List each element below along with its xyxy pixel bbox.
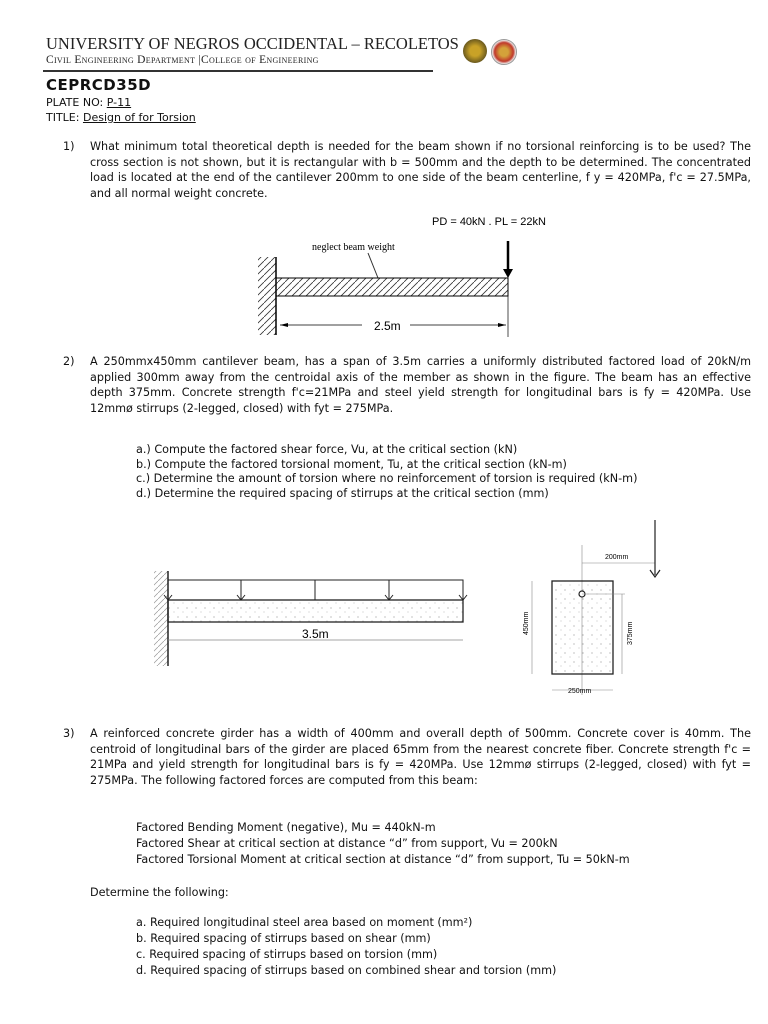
problem-number: 1): [63, 140, 75, 153]
problem-1: [63, 139, 751, 201]
college-seal-logo: [491, 39, 517, 65]
depth-label: 375mm: [627, 621, 634, 645]
problem-text: A reinforced concrete girder has a width of 400mm and overall depth of 500mm. Concrete cover is 40mm. The centroid of longitudinal bars of the girder are placed 65mm from the nearest concrete fiber. Concrete strength f'c = 21MPa and yield strength for longitudinal bars is fy = 420MPa. Use 12mmø stirrups (2-legged, closed) with fyt = 275MPa. The following factored forces are computed from this beam:: [90, 727, 751, 787]
question-d: d. Required spacing of stirrups based on combined shear and torsion (mm): [136, 964, 557, 977]
beam: [168, 600, 463, 622]
span-label: 2.5m: [374, 319, 401, 333]
letterhead: [46, 35, 517, 67]
header-divider: [43, 70, 433, 72]
course-code: CEPRCD35D: [46, 76, 152, 94]
note-leader: [368, 253, 378, 278]
plate-label: PLATE NO:: [46, 96, 104, 109]
problem-text: What minimum total theoretical depth is needed for the beam shown if no torsional reinforcing is to be used? The cross section is not shown, but it is rectangular with b = 500mm and the depth to be determined. The concentrated load is located at the end of the cantilever 200mm to one side of the beam centerline, f y = 420MPa, f'c = 27.5MPa, and all normal weight concrete.: [90, 140, 751, 200]
title-value: Design of for Torsion: [82, 111, 196, 124]
plate-title: [46, 111, 196, 124]
cantilever-figure-1: [250, 205, 570, 340]
university-seal-logo: [463, 39, 487, 63]
beam: [276, 278, 508, 296]
cantilever-figure-2: [140, 515, 720, 710]
height-label: 450mm: [523, 611, 530, 635]
question-d: d.) Determine the required spacing of stirrups at the critical section (mm): [136, 486, 549, 500]
question-b: b.) Compute the factored torsional moment, Tu, at the critical section (kN-m): [136, 457, 567, 471]
arrow-head: [503, 269, 513, 278]
problem-2-questions: [136, 443, 637, 501]
university-name: UNIVERSITY OF NEGROS OCCIDENTAL – RECOLETOS: [46, 34, 459, 53]
problem-2: [63, 354, 751, 416]
problem-number: 2): [63, 355, 75, 368]
load-label: PD = 40kN . PL = 22kN: [432, 216, 546, 228]
question-a: a.) Compute the factored shear force, Vu, at the critical section (kN): [136, 443, 518, 456]
factored-forces: [136, 820, 630, 868]
force-torsion: Factored Torsional Moment at critical section at distance “d” from support, Tu = 50kN-m: [136, 853, 630, 866]
support-hatch: [154, 571, 168, 666]
question-c: c.) Determine the amount of torsion where no reinforcement of torsion is required (kN-m): [136, 472, 638, 485]
note-label: neglect beam weight: [312, 242, 395, 253]
problem-number: 3): [63, 727, 75, 740]
force-shear: Factored Shear at critical section at distance “d” from support, Vu = 200kN: [136, 837, 558, 850]
question-a: a. Required longitudinal steel area based on moment (mm²): [136, 916, 473, 929]
letterhead-text: [46, 35, 459, 67]
department-name: Civil Engineering Department |College of Engineering: [46, 54, 319, 66]
span-label: 3.5m: [302, 627, 329, 641]
title-label: TITLE:: [46, 111, 80, 124]
problem-text: A 250mmx450mm cantilever beam, has a span of 3.5m carries a uniformly distributed factored load of 20kN/m applied 300mm away from the centroidal axis of the member as shown in the figure. The beam has an effective depth 375mm. Concrete strength f'c=21MPa and steel yield strength for longitudinal bars is fy = 420MPa. Use 12mmø stirrups (2-legged, closed) with fyt = 275MPa.: [90, 355, 751, 415]
plate-number: [46, 96, 131, 109]
force-moment: Factored Bending Moment (negative), Mu = 440kN-m: [136, 821, 436, 834]
width-label: 250mm: [568, 688, 592, 695]
problem-3: [63, 726, 751, 788]
plate-value: P-11: [106, 96, 132, 109]
seals: [463, 39, 517, 65]
question-c: c. Required spacing of stirrups based on torsion (mm): [136, 948, 438, 961]
problem-3-questions: [136, 915, 556, 979]
offset-label: 200mm: [605, 554, 629, 561]
determine-label: Determine the following:: [90, 886, 229, 899]
fixed-support: [258, 257, 276, 335]
question-b: b. Required spacing of stirrups based on shear (mm): [136, 932, 431, 945]
